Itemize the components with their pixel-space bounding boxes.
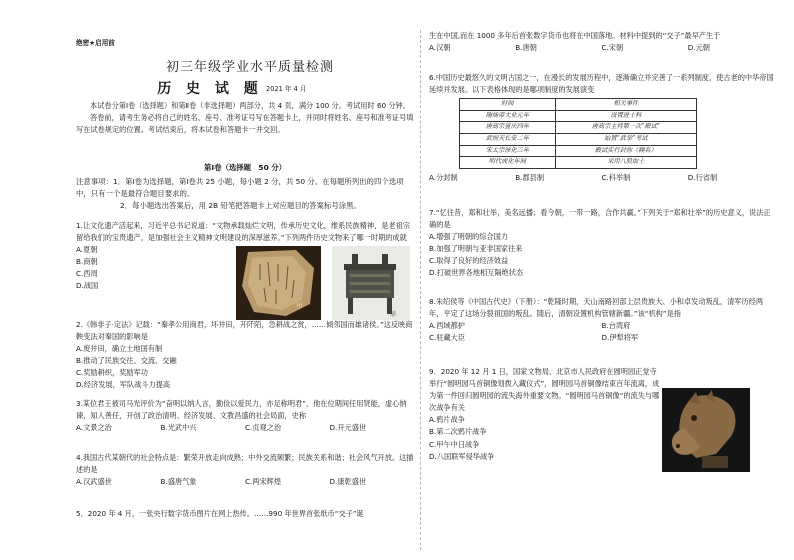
subject-title: 历 史 试 题 [157,81,263,97]
option-a: A.鸦片战争 [429,415,465,425]
option-d: D.战国 [76,281,99,291]
question-stem: 8.朱绍侯等《中国古代史》（下册）：“乾隆时期，天山南路回部上层贵族大、小和卓发动叛乱，清军历经两年，平定了这场分裂祖国的叛乱。随后，清朝设置机构管辖新疆。”该“机构”是指 [429,297,764,319]
svg-text:鼎: 鼎 [390,311,397,318]
question-stem: 5．2020 年 4 月，一张央行数字货币图片在网上热传。……990 年世界首张纸币“交子”诞 [76,509,364,518]
question-stem: 9．2020 年 12 月 1 日，国家文物局、北京市人民政府在圆明园正觉寺举行“圆明园马首铜像划拨入藏仪式”，圆明园马首铜像结束百年流离，成为第一件回归圆明园的流失海外重要文物。“圆明园马首铜像”的流失与哪次战争有关 [429,367,660,413]
option-b: B.唐朝 [515,43,537,53]
option-a: A.废井田，确立土地国有制 [76,344,163,354]
option-d: D.经济发展，军队战斗力提高 [76,380,171,390]
exam-title: 初三年级学业水平质量检测 [165,60,334,75]
secret-label: 绝密★启用前 [76,39,115,47]
question-6 [429,72,774,184]
option-d: D.元朝 [687,43,710,53]
question-options [76,422,414,434]
question-3 [76,398,414,434]
option-a: A.汉武盛世 [76,477,112,487]
question-9-text [429,366,661,463]
question-stem: 1.让文化遗产活起来，习近平总书记说道：“文物承载灿烂文明，传承历史文化，维系民族精神，是老祖宗留给我们的宝贵遗产，是加强社会主义精神文明建设的深厚滋养。”下列两件历史文物来了哪一时期的成就 [76,221,411,243]
option-b: B.加强了明朝与亚非国家往来 [429,244,523,254]
option-a: A.西域都护 [429,321,465,331]
section-note: 2．每小题选出答案后，用 2B 铅笔把答题卡上对应题目的答案标号涂黑。 [120,201,361,211]
question-8 [429,296,774,344]
option-c: C.贞观之治 [245,423,282,433]
question-options [429,320,774,344]
table-cell: 殿试实行封弥（糊名） [555,145,696,157]
svg-text:甲: 甲 [296,302,303,310]
option-c: C.西周 [76,269,98,279]
option-a: A.增强了明朝的综合国力 [429,232,508,242]
table-cell: 武则天长安二年 [460,133,556,145]
exam-date: 2021 年 4 月 [266,85,307,93]
option-d: D.开元盛世 [329,423,367,433]
intro-paragraph: 本试卷分第Ⅰ卷（选择题）和第Ⅱ卷（非选择题）两部分，共 4 页，满分 100 分。考试用时 60 分钟。 [90,101,410,110]
events-table [459,98,697,169]
section1 [76,160,414,212]
option-c: C.甲午中日战争 [429,439,480,449]
table-cell: 始置“武举”考试 [555,133,696,145]
table-row [460,122,697,134]
table-cell: 唐高宗显庆四年 [460,122,556,134]
section-heading: 第Ⅰ卷（选择题 50 分） [203,163,287,172]
table-cell: 采用八股取士 [555,157,696,169]
table-row [460,157,697,169]
table-row [460,133,697,145]
option-a: A.汉朝 [429,43,451,53]
option-a: A.分封制 [429,172,458,182]
question-stem: 3.某位君王被司马光评价为“奋明以纳人言，勤俭以爱民力，亦足称明君”，他在位期间任用贤能，虚心纳谏，知人善任，开创了政治清明、经济发展、文教昌盛的社会局面，史称 [76,399,407,421]
option-c: C.驻藏大臣 [429,333,466,343]
option-c: C.科举制 [601,172,631,182]
question-options [76,476,414,488]
column-divider [420,30,421,550]
table-cell: 唐高宗主持第一次“殿试” [555,122,696,134]
option-b: B.台湾府 [601,321,631,331]
option-b: B.商朝 [76,257,98,267]
question-options [429,172,774,184]
question-stem: 7.“忆往昔，郑和壮举，美名远播；看今朝，一带一路，合作共赢。”下列关于“郑和壮举”的历史意义，说法正确的是 [429,208,771,230]
table-header: 时间 [460,99,556,111]
option-b: B.光武中兴 [160,423,197,433]
question-4 [76,452,414,488]
question-stem: 2.《韩非子·定法》记载：“秦孝公用商君，坏井田，开阡陌，急耕战之赏，……倾邻国而雄诸侯。”这反映商鞅变法对秦国的影响是 [76,320,413,342]
table-row [460,110,697,122]
question-stem: 6.中国历史最悠久的文明古国之一，在漫长的发展历程中，逐渐确立并完善了一系列制度，使古老的中华帝国延续并发展。以下表格体现的是哪项制度的发展演变 [429,73,774,95]
option-b: B.推动了民族交往、交流、交融 [76,356,177,366]
bronze-ding-image [332,246,410,320]
option-a: A.文景之治 [76,423,112,433]
option-c: C.奖励耕织，奖励军功 [76,368,148,378]
question-options [76,244,216,292]
option-c: C.两宋辉煌 [245,477,282,487]
table-row [460,145,697,157]
question-options [429,42,774,54]
option-d: D.伊犁将军 [601,333,639,343]
question-7 [429,207,774,280]
horse-head-image [662,388,750,472]
table-cell: 明代成化年间 [460,157,556,169]
intro-block [76,100,414,136]
option-c: C.取得了良好的经济效益 [429,256,509,266]
table-cell: 隋炀帝大业元年 [460,110,556,122]
option-c: C.宋朝 [601,43,624,53]
option-d: D.八国联军侵华战争 [429,451,495,461]
option-b: B.第二次鸦片战争 [429,427,487,437]
option-b: B.盛唐气象 [160,477,197,487]
table-header-row [460,99,697,111]
question-stem: 4.我国古代某朝代的社会特点是：繁荣开放走向成熟；中外交流频繁；民族关系和谐；社会风气开放。这描述的是 [76,453,414,475]
question-stem: 生在中国,而在 1000 多年后首张数字货币也将在中国落地。材料中提到的“交子”最早产生于 [429,31,721,40]
option-d: D.康乾盛世 [329,477,367,487]
question-5 [76,508,414,520]
option-b: B.郡县制 [515,172,545,182]
table-header: 相关事件 [555,99,696,111]
table-cell: 设置进士科 [555,110,696,122]
intro-paragraph: 答卷前，请考生务必将自己的姓名、座号、准考证号写在答题卡上，并同时将姓名、座号和准考证号填写在试卷规定的位置。考试结束后，将本试卷和答题卡一并交回。 [76,113,414,135]
oracle-bone-image [236,246,321,320]
question-5-cont [429,30,774,54]
question-2 [76,319,414,392]
option-d: D.打破世界各地相互隔绝状态 [429,268,524,278]
option-a: A.夏朝 [76,245,98,255]
section-note: 注意事项：1．第Ⅰ卷为选择题，第Ⅰ卷共 25 小题，每小题 2 分，共 50 分。在每题所列出的四个选项中，只有一个是最符合题目要求的。 [76,177,404,199]
table-cell: 宋太宗淳化三年 [460,145,556,157]
option-d: D.行省制 [687,172,718,182]
